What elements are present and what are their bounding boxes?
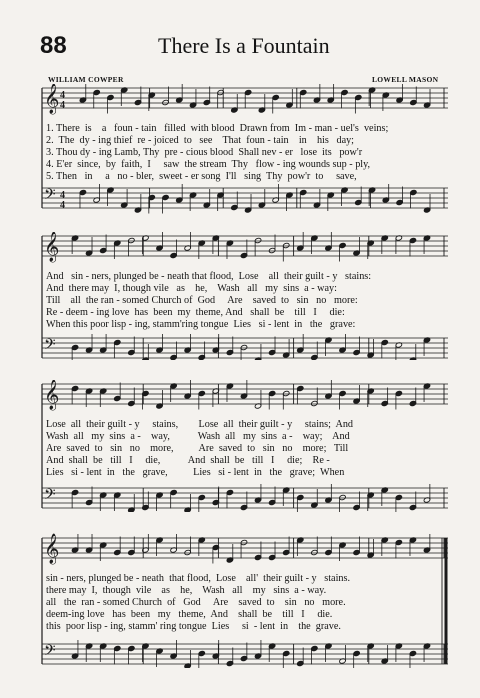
time-signature-icon: 4 bbox=[60, 90, 65, 101]
bass-clef-icon: 𝄢 bbox=[44, 336, 56, 357]
verse-5-line: Lies si - lent in the grave, Lies si - lent in the grave; When bbox=[46, 467, 345, 478]
verse-3-line: Till all the ran - somed Church of God Are saved to sin no more: bbox=[46, 295, 358, 306]
treble-clef-icon: 𝄞 bbox=[44, 84, 60, 114]
verse-3-line: 3. Thou dy - ing Lamb, Thy pre - cious blood Shall nev - er lose its pow'r bbox=[46, 147, 363, 158]
hymn-number: 88 bbox=[40, 32, 67, 59]
verse-5-line: When this poor lisp - ing, stamm'ring tongue Lies si - lent in the grave: bbox=[46, 319, 356, 330]
time-signature-icon: 4 bbox=[60, 100, 65, 111]
verse-1-line: 1. There is a foun - tain filled with blood Drawn from Im - man - uel's veins; bbox=[46, 123, 389, 134]
verse-3-line: all the ran - somed Church of God Are saved to sin no more. bbox=[46, 597, 346, 608]
music-system-4 bbox=[38, 532, 450, 668]
verse-4-line: And shall be till I die, And shall be till I die; Re - bbox=[46, 455, 330, 466]
hymn-title: There Is a Fountain bbox=[158, 33, 330, 58]
verse-4-line: 4. E'er since, by faith, I saw the stream Thy flow - ing wounds sup - ply, bbox=[46, 159, 371, 170]
verse-2-line: And there may I, though vile as he, Wash all my sins a - way: bbox=[46, 283, 337, 294]
music-system-1 bbox=[38, 84, 450, 214]
verse-5-line: this poor lisp - ing, stamm' ring tongue Lies si - lent in the grave. bbox=[46, 621, 341, 632]
verse-2-line: there may I, though vile as he, Wash all my sins a - way. bbox=[46, 585, 327, 596]
verse-2-line: Wash all my sins a - way, Wash all my sins a - way; And bbox=[46, 431, 350, 442]
treble-clef-icon: 𝄞 bbox=[44, 380, 60, 410]
bass-clef-icon: 𝄢 bbox=[44, 486, 56, 507]
bass-clef-icon: 𝄢 bbox=[44, 186, 56, 207]
verse-1-line: sin - ners, plunged be - neath that flood, Lose all' their guilt - y stains. bbox=[46, 573, 351, 584]
verse-2-line: 2. The dy - ing thief re - joiced to see That foun - tain in his day; bbox=[46, 135, 355, 146]
treble-clef-icon: 𝄞 bbox=[44, 232, 60, 262]
music-system-3 bbox=[38, 380, 450, 512]
verse-4-line: Re - deem - ing love has been my theme, And shall be till I die: bbox=[46, 307, 345, 318]
time-signature-icon: 4 bbox=[60, 190, 65, 201]
verse-3-line: Are saved to sin no more, Are saved to sin no more; Till bbox=[46, 443, 349, 454]
treble-clef-icon: 𝄞 bbox=[44, 534, 60, 564]
composer-credit: LOWELL MASON bbox=[372, 75, 439, 84]
bass-clef-icon: 𝄢 bbox=[44, 642, 56, 663]
verse-5-line: 5. Then in a no - bler, sweet - er song I'll sing Thy pow'r to save, bbox=[46, 171, 357, 182]
time-signature-icon: 4 bbox=[60, 200, 65, 211]
author-credit: WILLIAM COWPER bbox=[48, 75, 124, 84]
music-system-2 bbox=[38, 232, 450, 360]
verse-1-line: And sin - ners, plunged be - neath that flood, Lose all their guilt - y stains: bbox=[46, 271, 372, 282]
verse-4-line: deem-ing love has been my theme, And shall be till I die. bbox=[46, 609, 333, 620]
verse-1-line: Lose all their guilt - y stains, Lose all their guilt - y stains; And bbox=[46, 419, 354, 430]
